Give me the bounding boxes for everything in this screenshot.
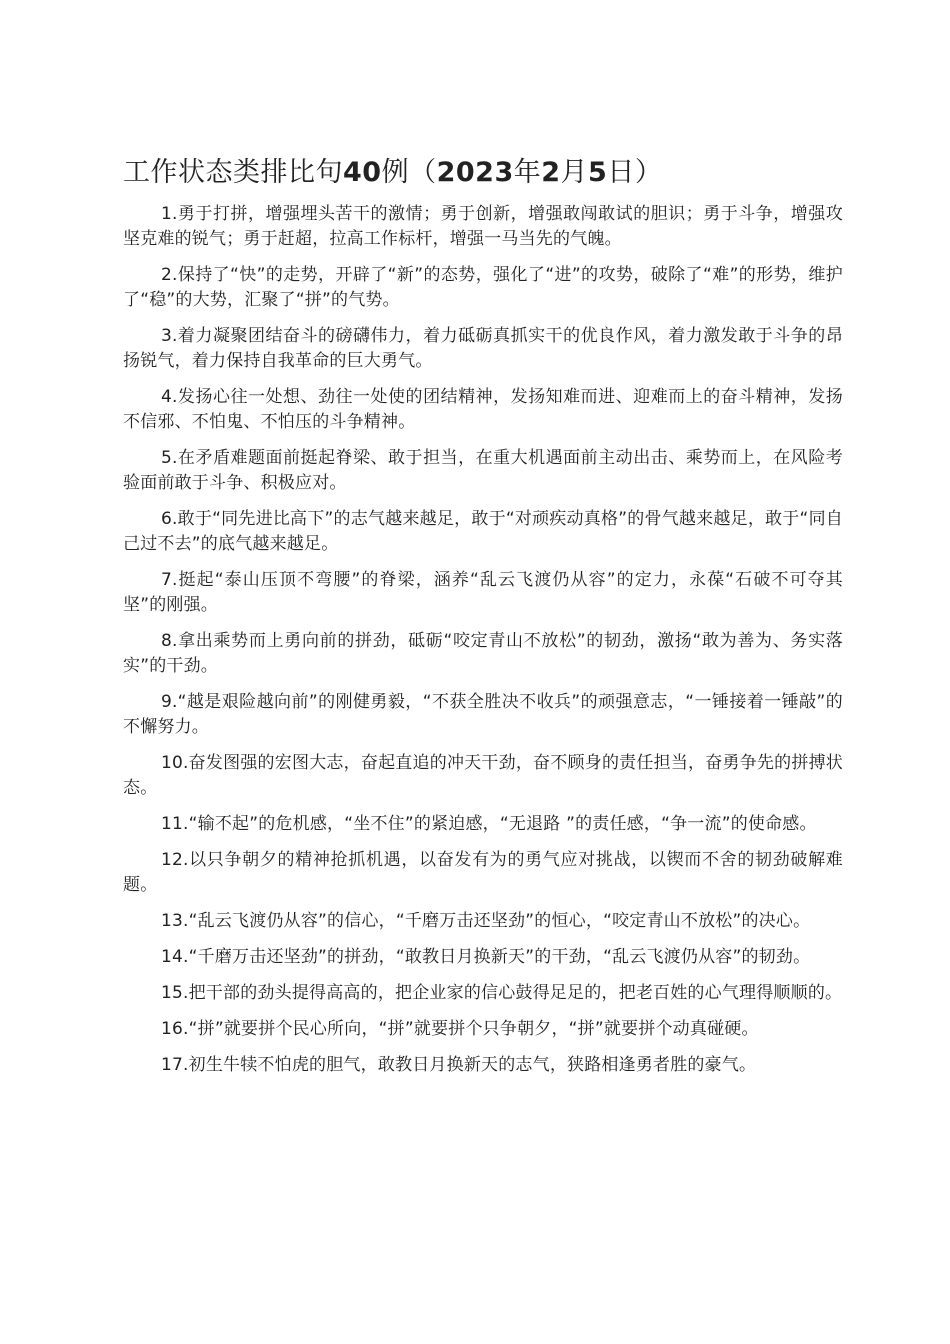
paragraph-item: 1.勇于打拼，增强埋头苦干的激情；勇于创新，增强敢闯敢试的胆识；勇于斗争，增强攻坚克难的锐气；勇于赶超，拉高工作标杆，增强一马当先的气魄。 [123, 204, 843, 249]
paragraph-item: 16.“拼”就要拼个民心所向，“拼”就要拼个只争朝夕，“拼”就要拼个动真碰硬。 [161, 1019, 759, 1039]
paragraph-item: 2.保持了“快”的走势，开辟了“新”的态势，强化了“进”的攻势，破除了“难”的形势，维护了“稳”的大势，汇聚了“拼”的气势。 [123, 265, 843, 310]
paragraph-item: 8.拿出乘势而上勇向前的拼劲，砥砺“咬定青山不放松”的韧劲，激扬“敢为善为、务实落实”的干劲。 [123, 631, 843, 676]
paragraph-item: 17.初生牛犊不怕虎的胆气，敢教日月换新天的志气，狭路相逢勇者胜的豪气。 [161, 1055, 757, 1075]
paragraph-item: 3.着力凝聚团结奋斗的磅礴伟力，着力砥砺真抓实干的优良作风，着力激发敢于斗争的昂扬锐气，着力保持自我革命的巨大勇气。 [123, 326, 843, 371]
title-count: 40 [343, 157, 382, 188]
paragraph-item: 9.“越是艰险越向前”的刚健勇毅，“不获全胜决不收兵”的顽强意志，“一锤接着一锤敲”的不懈努力。 [123, 692, 843, 737]
paragraph-item: 15.把干部的劲头提得高高的，把企业家的信心鼓得足足的，把老百姓的心气理得顺顺的。 [161, 983, 843, 1003]
document-page [123, 150, 843, 1089]
paragraph-item: 13.“乱云飞渡仍从容”的信心，“千磨万击还坚劲”的恒心，“咬定青山不放松”的决心。 [161, 911, 811, 931]
paragraph-item: 5.在矛盾难题面前挺起脊梁、敢于担当，在重大机遇面前主动出击、乘势而上，在风险考验面前敢于斗争、积极应对。 [123, 448, 843, 493]
paragraph-item: 4.发扬心往一处想、劲往一处使的团结精神，发扬知难而进、迎难而上的奋斗精神，发扬不信邪、不怕鬼、不怕压的斗争精神。 [123, 387, 843, 432]
title-text: 工作状态类排比句 [123, 157, 343, 188]
paragraph-item: 6.敢于“同先进比高下”的志气越来越足，敢于“对顽疾动真格”的骨气越来越足，敢于“同自己过不去”的底气越来越足。 [123, 509, 843, 554]
title-year: 2023 [436, 157, 514, 188]
paragraph-item: 14.“千磨万击还坚劲”的拼劲，“敢教日月换新天”的干劲，“乱云飞渡仍从容”的韧劲。 [161, 947, 811, 967]
title-text: 日） [607, 157, 663, 188]
paragraph-item: 12.以只争朝夕的精神抢抓机遇，以奋发有为的勇气应对挑战，以锲而不舍的韧劲破解难题。 [123, 850, 843, 895]
title-month: 2 [541, 157, 561, 188]
paragraph-item: 7.挺起“泰山压顶不弯腰”的脊梁，涵养“乱云飞渡仍从容”的定力，永葆“石破不可夺其坚”的刚强。 [123, 570, 843, 615]
paragraph-item: 11.“输不起”的危机感，“坐不住”的紧迫感，“无退路 ”的责任感，“争一流”的使命感。 [161, 814, 817, 834]
title-day: 5 [588, 157, 608, 188]
document-title [123, 150, 843, 196]
title-text: 年 [513, 157, 542, 188]
title-text: 例（ [381, 157, 437, 188]
paragraph-item: 10.奋发图强的宏图大志，奋起直追的冲天干劲，奋不顾身的责任担当，奋勇争先的拼搏状态。 [123, 753, 843, 798]
title-text: 月 [560, 157, 589, 188]
